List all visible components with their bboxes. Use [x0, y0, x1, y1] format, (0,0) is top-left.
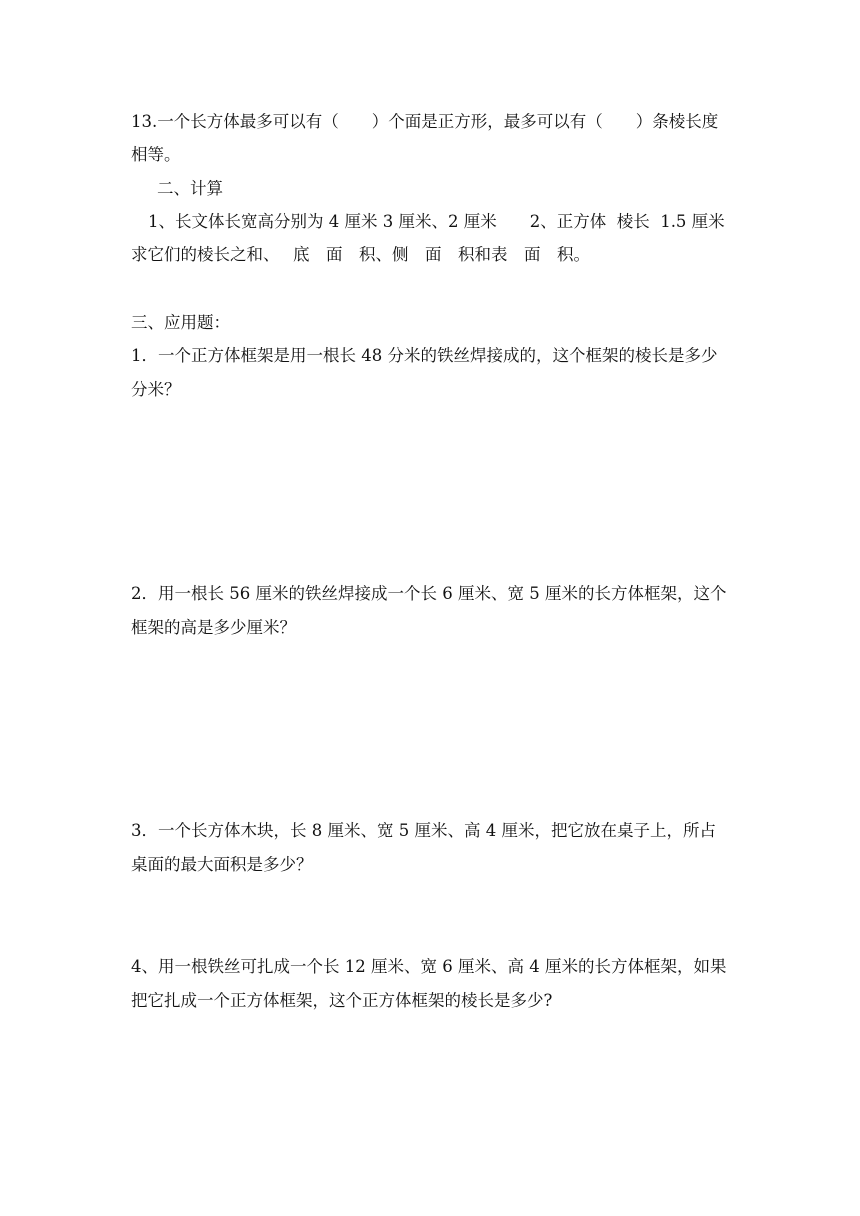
section-3-heading: 三、应用题：: [131, 313, 230, 332]
q13-line-2: 相等。: [131, 145, 181, 164]
calc-line-2: 求它们的棱长之和、 底 面 积、侧 面 积和表 面 积。: [131, 245, 590, 264]
problem-4-line-1: 4、用一根铁丝可扎成一个长 12 厘米、宽 6 厘米、高 4 厘米的长方体框架，如果: [131, 957, 727, 976]
problem-1-line-1: 1．一个正方体框架是用一根长 48 分米的铁丝焊接成的，这个框架的棱长是多少: [131, 346, 718, 365]
problem-1-line-2: 分米？: [131, 380, 181, 399]
problem-3-line-2: 桌面的最大面积是多少？: [131, 855, 313, 874]
problem-4-line-2: 把它扎成一个正方体框架，这个正方体框架的棱长是多少?: [131, 991, 553, 1010]
q13-line-1: 13.一个长方体最多可以有（ ）个面是正方形，最多可以有（ ）条棱长度: [131, 112, 719, 131]
problem-2-line-1: 2．用一根长 56 厘米的铁丝焊接成一个长 6 厘米、宽 5 厘米的长方体框架，这个: [131, 584, 727, 603]
section-2-heading: 二、计算: [157, 179, 223, 198]
calc-line-1: 1、长文体长宽高分别为 4 厘米 3 厘米、2 厘米 2、正方体 棱长 1.5 厘米: [148, 212, 725, 231]
problem-3-line-1: 3．一个长方体木块，长 8 厘米、宽 5 厘米、高 4 厘米，把它放在桌子上，所占: [131, 821, 716, 840]
problem-2-line-2: 框架的高是多少厘米？: [131, 618, 296, 637]
